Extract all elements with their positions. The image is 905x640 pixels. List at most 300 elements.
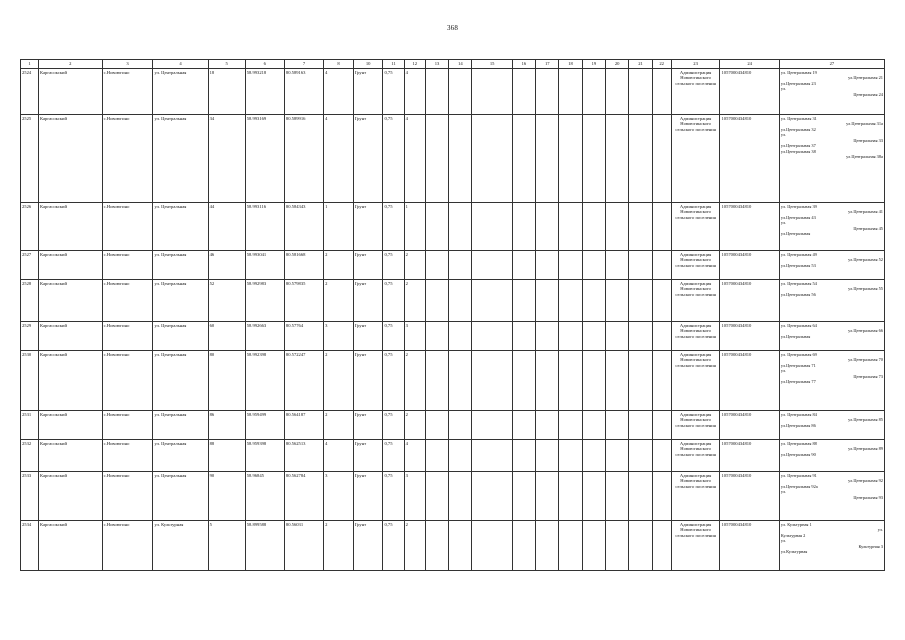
empty-cell <box>536 115 559 203</box>
address-item: ул. Центральная 69 <box>780 351 817 357</box>
address-item: Центральная 24 <box>853 91 883 97</box>
empty-cell <box>512 251 535 280</box>
cell-id: 2525 <box>21 115 39 203</box>
address-item: ул.Центральная 56 <box>780 291 816 297</box>
address-list <box>779 203 884 251</box>
address-item: ул. <box>877 527 883 532</box>
cell-f11: 0,75 <box>383 69 404 115</box>
empty-cell <box>425 411 448 440</box>
cell-f12: 3 <box>404 322 425 351</box>
empty-cell <box>606 203 629 251</box>
empty-cell <box>606 521 629 571</box>
cell-num: 18 <box>208 69 245 115</box>
empty-cell <box>536 203 559 251</box>
address-item: Культурная 2 <box>780 532 806 538</box>
address-item: ул. Центральная 31 <box>780 115 817 121</box>
empty-cell <box>472 322 512 351</box>
empty-cell <box>606 280 629 322</box>
cell-street: ул. Центральная <box>153 251 208 280</box>
empty-cell <box>606 69 629 115</box>
address-item: ул.Центральная 43 <box>780 214 816 220</box>
cell-lon: 80.562784 <box>284 472 323 521</box>
cell-f11: 0,75 <box>383 521 404 571</box>
address-item: Культурная 3 <box>858 543 883 549</box>
empty-cell <box>629 115 652 203</box>
empty-cell <box>606 115 629 203</box>
empty-cell <box>559 440 582 472</box>
cell-ogrn: 1057000434810 <box>720 521 779 571</box>
cell-district: Каргасокский <box>39 203 103 251</box>
cell-f8: 1 <box>324 203 354 251</box>
address-list <box>779 69 884 115</box>
column-header: 3 <box>102 60 153 69</box>
cell-lat: 58.992663 <box>245 322 284 351</box>
cell-lon: 80.579835 <box>284 280 323 322</box>
cell-district: Каргасокский <box>39 351 103 411</box>
empty-cell <box>629 251 652 280</box>
header-row <box>21 60 885 69</box>
cell-id: 2533 <box>21 472 39 521</box>
cell-ogrn: 1057000434810 <box>720 472 779 521</box>
cell-lon: 80.57764 <box>284 322 323 351</box>
empty-cell <box>449 351 472 411</box>
empty-cell <box>472 440 512 472</box>
column-header: 2 <box>39 60 103 69</box>
empty-cell <box>582 411 605 440</box>
cell-lon: 80.572247 <box>284 351 323 411</box>
empty-cell <box>512 322 535 351</box>
table-row <box>21 521 885 571</box>
cell-num: 46 <box>208 251 245 280</box>
empty-cell <box>425 280 448 322</box>
empty-cell <box>449 411 472 440</box>
table-row <box>21 115 885 203</box>
empty-cell <box>582 251 605 280</box>
empty-cell <box>559 251 582 280</box>
cell-f12: 2 <box>404 251 425 280</box>
cell-f8: 4 <box>324 440 354 472</box>
cell-lon: 80.562513 <box>284 440 323 472</box>
empty-cell <box>512 440 535 472</box>
empty-cell <box>472 411 512 440</box>
cell-lat: 58.96845 <box>245 472 284 521</box>
cell-f11: 0,75 <box>383 472 404 521</box>
table-row <box>21 472 885 521</box>
cell-num: 44 <box>208 203 245 251</box>
cell-f11: 0,75 <box>383 251 404 280</box>
column-header: 21 <box>629 60 652 69</box>
cell-num: 88 <box>208 440 245 472</box>
empty-cell <box>629 521 652 571</box>
cell-street: ул. Центральная <box>153 351 208 411</box>
address-item: ул. Центральная 19 <box>780 69 817 75</box>
cell-lat: 58.992398 <box>245 351 284 411</box>
address-list <box>779 521 884 571</box>
cell-num: 52 <box>208 280 245 322</box>
cell-district: Каргасокский <box>39 322 103 351</box>
table-row <box>21 69 885 115</box>
address-item: ул.Центральная 85 <box>848 417 883 422</box>
cell-lon: 80.564187 <box>284 411 323 440</box>
cell-lon: 80.589163 <box>284 69 323 115</box>
cell-id: 2528 <box>21 280 39 322</box>
column-header: 11 <box>383 60 404 69</box>
cell-surface: Грунт <box>353 251 383 280</box>
cell-surface: Грунт <box>353 322 383 351</box>
address-item: ул. Центральная 54 <box>780 280 817 286</box>
empty-cell <box>606 440 629 472</box>
cell-locality: с.Новоюгино <box>102 351 153 411</box>
cell-lon: 80.589916 <box>284 115 323 203</box>
cell-street: ул. Центральная <box>153 115 208 203</box>
empty-cell <box>512 521 535 571</box>
cell-district: Каргасокский <box>39 115 103 203</box>
cell-num: 90 <box>208 472 245 521</box>
cell-street: ул. Культурная <box>153 521 208 571</box>
address-item: ул.Центральная 31а <box>846 121 883 126</box>
empty-cell <box>512 351 535 411</box>
empty-cell <box>536 521 559 571</box>
cell-f8: 4 <box>324 115 354 203</box>
cell-ogrn: 1057000434810 <box>720 351 779 411</box>
cell-locality: с.Новоюгино <box>102 203 153 251</box>
empty-cell <box>425 251 448 280</box>
cell-street: ул. Центральная <box>153 69 208 115</box>
empty-cell <box>559 351 582 411</box>
cell-locality: с.Новоюгино <box>102 472 153 521</box>
address-item: ул.Центральная 70 <box>848 357 883 362</box>
empty-cell <box>472 280 512 322</box>
empty-cell <box>472 521 512 571</box>
table-row <box>21 280 885 322</box>
address-item: ул.Центральная <box>780 333 811 339</box>
column-header: 15 <box>472 60 512 69</box>
empty-cell <box>472 251 512 280</box>
empty-cell <box>512 115 535 203</box>
empty-cell <box>425 521 448 571</box>
empty-cell <box>449 115 472 203</box>
cell-lat: 58.993169 <box>245 115 284 203</box>
column-header: 20 <box>606 60 629 69</box>
cell-district: Каргасокский <box>39 440 103 472</box>
cell-owner: Администрация Новоюгинского сельского поселения <box>671 521 720 571</box>
empty-cell <box>629 472 652 521</box>
cell-id: 2527 <box>21 251 39 280</box>
empty-cell <box>652 280 671 322</box>
empty-cell <box>536 351 559 411</box>
address-item: ул.Центральная 21 <box>848 75 883 80</box>
empty-cell <box>536 440 559 472</box>
cell-locality: с.Новоюгино <box>102 69 153 115</box>
empty-cell <box>606 351 629 411</box>
address-item: ул.Центральная 37 <box>780 143 816 148</box>
cell-owner: Администрация Новоюгинского сельского поселения <box>671 115 720 203</box>
address-item: ул.Центральная 86 <box>780 422 816 428</box>
empty-cell <box>629 351 652 411</box>
empty-cell <box>449 251 472 280</box>
cell-lat: 58.992983 <box>245 280 284 322</box>
address-item: ул. <box>780 220 787 225</box>
cell-ogrn: 1057000434810 <box>720 440 779 472</box>
cell-lat: 58.899588 <box>245 521 284 571</box>
empty-cell <box>425 322 448 351</box>
empty-cell <box>425 440 448 472</box>
column-header: 24 <box>720 60 779 69</box>
cell-surface: Грунт <box>353 472 383 521</box>
empty-cell <box>449 280 472 322</box>
empty-cell <box>582 440 605 472</box>
cell-district: Каргасокский <box>39 521 103 571</box>
cell-district: Каргасокский <box>39 472 103 521</box>
cell-surface: Грунт <box>353 440 383 472</box>
empty-cell <box>559 280 582 322</box>
cell-ogrn: 1057000434810 <box>720 411 779 440</box>
column-header: 10 <box>353 60 383 69</box>
empty-cell <box>559 322 582 351</box>
empty-cell <box>629 322 652 351</box>
cell-ogrn: 1057000434810 <box>720 69 779 115</box>
cell-locality: с.Новоюгино <box>102 411 153 440</box>
address-item: ул.Центральная 32 <box>780 126 816 132</box>
address-item: ул. Культурная 1 <box>780 521 812 527</box>
cell-owner: Администрация Новоюгинского сельского поселения <box>671 440 720 472</box>
cell-num: 60 <box>208 322 245 351</box>
empty-cell <box>425 472 448 521</box>
cell-street: ул. Центральная <box>153 411 208 440</box>
page-number: 368 <box>446 24 459 32</box>
column-header: 14 <box>449 60 472 69</box>
cell-f12: 4 <box>404 69 425 115</box>
empty-cell <box>425 351 448 411</box>
cell-f8: 2 <box>324 351 354 411</box>
address-item: ул.Центральная 89 <box>848 446 883 451</box>
empty-cell <box>512 280 535 322</box>
cell-district: Каргасокский <box>39 251 103 280</box>
address-item: ул.Центральная 38а <box>846 154 883 159</box>
address-item: ул. <box>780 368 787 373</box>
address-item: ул. Центральная 91 <box>780 472 817 478</box>
empty-cell <box>606 472 629 521</box>
address-item: ул.Культурная <box>780 549 808 554</box>
empty-cell <box>559 69 582 115</box>
empty-cell <box>652 69 671 115</box>
cell-id: 2531 <box>21 411 39 440</box>
cell-owner: Администрация Новоюгинского сельского поселения <box>671 203 720 251</box>
cell-lat: 58.993218 <box>245 69 284 115</box>
cell-f12: 4 <box>404 115 425 203</box>
address-item: ул. Центральная 88 <box>780 440 817 446</box>
cell-f11: 0,75 <box>383 322 404 351</box>
empty-cell <box>449 69 472 115</box>
address-item: Центральная 45 <box>853 225 883 231</box>
empty-cell <box>582 280 605 322</box>
cell-district: Каргасокский <box>39 69 103 115</box>
empty-cell <box>582 351 605 411</box>
cell-street: ул. Центральная <box>153 440 208 472</box>
cell-f12: 2 <box>404 521 425 571</box>
cell-surface: Грунт <box>353 69 383 115</box>
cell-f12: 1 <box>404 203 425 251</box>
address-item: ул. <box>780 538 787 543</box>
address-item: Центральная 93 <box>853 494 883 500</box>
cell-street: ул. Центральная <box>153 322 208 351</box>
empty-cell <box>606 411 629 440</box>
cell-f11: 0,75 <box>383 411 404 440</box>
column-header: 6 <box>245 60 284 69</box>
empty-cell <box>629 280 652 322</box>
cell-surface: Грунт <box>353 203 383 251</box>
cell-f8: 3 <box>324 472 354 521</box>
cell-surface: Грунт <box>353 521 383 571</box>
empty-cell <box>472 203 512 251</box>
empty-cell <box>472 351 512 411</box>
cell-id: 2529 <box>21 322 39 351</box>
cell-locality: с.Новоюгино <box>102 115 153 203</box>
address-item: ул.Центральная 71 <box>780 362 816 368</box>
empty-cell <box>652 322 671 351</box>
empty-cell <box>472 69 512 115</box>
cell-f8: 4 <box>324 69 354 115</box>
cell-f11: 0,75 <box>383 115 404 203</box>
cell-street: ул. Центральная <box>153 203 208 251</box>
cell-owner: Администрация Новоюгинского сельского поселения <box>671 351 720 411</box>
empty-cell <box>536 251 559 280</box>
cell-locality: с.Новоюгино <box>102 521 153 571</box>
cell-locality: с.Новоюгино <box>102 322 153 351</box>
cell-owner: Администрация Новоюгинского сельского поселения <box>671 280 720 322</box>
roads-table <box>20 59 885 571</box>
column-header: 1 <box>21 60 39 69</box>
address-item: ул.Центральная 38 <box>780 148 816 154</box>
column-header: 16 <box>512 60 535 69</box>
empty-cell <box>582 521 605 571</box>
cell-lat: 58.959499 <box>245 411 284 440</box>
cell-street: ул. Центральная <box>153 472 208 521</box>
cell-num: 80 <box>208 351 245 411</box>
cell-ogrn: 1057000434810 <box>720 322 779 351</box>
cell-f12: 2 <box>404 411 425 440</box>
address-item: ул. <box>780 86 787 91</box>
empty-cell <box>536 69 559 115</box>
column-header: 22 <box>652 60 671 69</box>
empty-cell <box>582 203 605 251</box>
empty-cell <box>629 411 652 440</box>
address-item: ул.Центральная 77 <box>780 379 816 384</box>
empty-cell <box>629 69 652 115</box>
address-item: ул. <box>780 489 787 494</box>
cell-street: ул. Центральная <box>153 280 208 322</box>
empty-cell <box>559 521 582 571</box>
cell-owner: Администрация Новоюгинского сельского поселения <box>671 411 720 440</box>
column-header: 5 <box>208 60 245 69</box>
cell-surface: Грунт <box>353 411 383 440</box>
empty-cell <box>582 472 605 521</box>
address-item: ул. Центральная 39 <box>780 203 817 209</box>
empty-cell <box>559 411 582 440</box>
cell-surface: Грунт <box>353 351 383 411</box>
address-list <box>779 351 884 411</box>
column-header: 7 <box>284 60 323 69</box>
empty-cell <box>606 251 629 280</box>
empty-cell <box>449 440 472 472</box>
address-list <box>779 322 884 351</box>
cell-owner: Администрация Новоюгинского сельского поселения <box>671 322 720 351</box>
address-list <box>779 440 884 472</box>
cell-f11: 0,75 <box>383 440 404 472</box>
column-header: 8 <box>324 60 354 69</box>
empty-cell <box>606 322 629 351</box>
address-item: Центральная 73 <box>853 373 883 379</box>
cell-surface: Грунт <box>353 280 383 322</box>
cell-f12: 3 <box>404 472 425 521</box>
address-item: ул.Центральная 23 <box>780 80 816 86</box>
cell-f12: 4 <box>404 440 425 472</box>
cell-owner: Администрация Новоюгинского сельского поселения <box>671 251 720 280</box>
cell-f8: 2 <box>324 280 354 322</box>
address-list <box>779 472 884 521</box>
empty-cell <box>449 322 472 351</box>
empty-cell <box>536 280 559 322</box>
column-header: 4 <box>153 60 208 69</box>
empty-cell <box>512 203 535 251</box>
cell-locality: с.Новоюгино <box>102 251 153 280</box>
address-item: ул.Центральная 55 <box>848 286 883 291</box>
cell-num: 5 <box>208 521 245 571</box>
cell-id: 2530 <box>21 351 39 411</box>
empty-cell <box>449 472 472 521</box>
cell-owner: Администрация Новоюгинского сельского поселения <box>671 472 720 521</box>
table-row <box>21 440 885 472</box>
table-row <box>21 322 885 351</box>
cell-lon: 80.581668 <box>284 251 323 280</box>
table-row <box>21 351 885 411</box>
empty-cell <box>652 440 671 472</box>
cell-ogrn: 1057000434810 <box>720 203 779 251</box>
cell-f8: 2 <box>324 411 354 440</box>
address-item: ул. Центральная 64 <box>780 322 817 328</box>
empty-cell <box>582 115 605 203</box>
empty-cell <box>652 521 671 571</box>
column-header: 23 <box>671 60 720 69</box>
address-list <box>779 411 884 440</box>
empty-cell <box>652 203 671 251</box>
cell-f11: 0,75 <box>383 351 404 411</box>
empty-cell <box>652 411 671 440</box>
cell-lat: 58.959398 <box>245 440 284 472</box>
empty-cell <box>449 521 472 571</box>
empty-cell <box>652 351 671 411</box>
empty-cell <box>652 115 671 203</box>
empty-cell <box>629 203 652 251</box>
table-row <box>21 251 885 280</box>
column-header: 27 <box>779 60 884 69</box>
empty-cell <box>425 203 448 251</box>
table-row <box>21 203 885 251</box>
cell-ogrn: 1057000434810 <box>720 115 779 203</box>
address-item: ул. Центральная 84 <box>780 411 817 417</box>
cell-num: 86 <box>208 411 245 440</box>
empty-cell <box>512 69 535 115</box>
cell-locality: с.Новоюгино <box>102 440 153 472</box>
address-list <box>779 115 884 203</box>
empty-cell <box>512 472 535 521</box>
cell-f8: 2 <box>324 521 354 571</box>
cell-surface: Грунт <box>353 115 383 203</box>
cell-owner: Администрация Новоюгинского сельского поселения <box>671 69 720 115</box>
cell-f11: 0,75 <box>383 203 404 251</box>
address-item: ул.Центральная <box>780 231 811 236</box>
cell-id: 2524 <box>21 69 39 115</box>
